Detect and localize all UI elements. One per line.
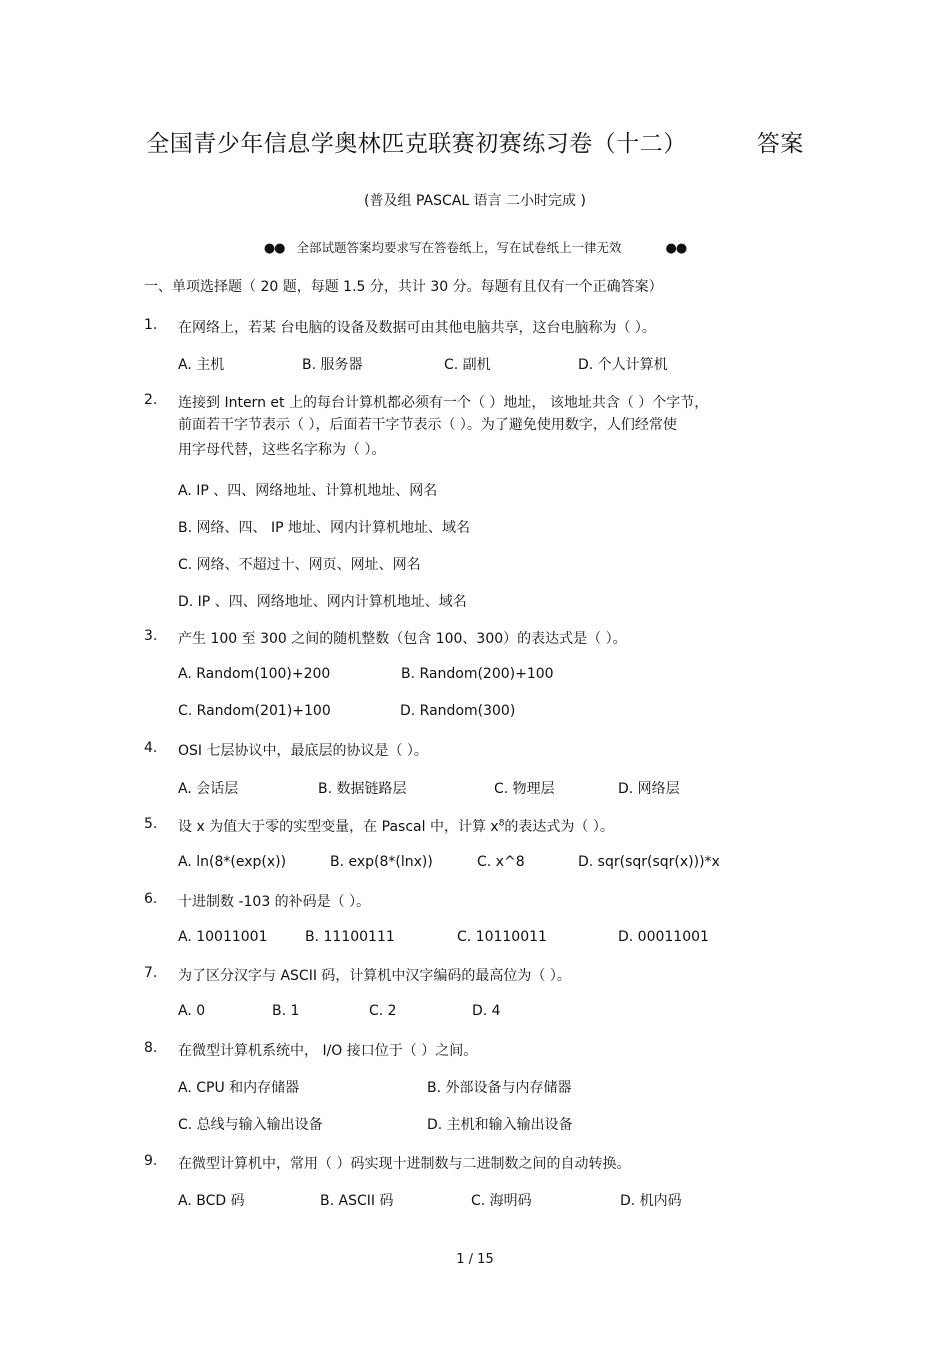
- question-number: 8.: [144, 1040, 158, 1056]
- question-number: 5.: [144, 816, 158, 832]
- question-text: OSI 七层协议中，最底层的协议是（ ）。: [178, 743, 428, 759]
- question-number: 4.: [144, 740, 158, 756]
- option: C. 副机: [444, 357, 491, 373]
- question-text: 在网络上，若某 台电脑的设备及数据可由其他电脑共享，这台电脑称为（ ）。: [178, 320, 656, 336]
- option: D. 4: [472, 1003, 501, 1019]
- option: D. 网络层: [618, 781, 680, 797]
- option: D. 主机和输入输出设备: [427, 1117, 573, 1133]
- option: A. 会话层: [178, 781, 239, 797]
- section-heading: 一、单项选择题（ 20 题，每题 1.5 分，共计 30 分。每题有且仅有一个正确答案）: [144, 279, 663, 295]
- option: C. Random(201)+100: [178, 703, 331, 719]
- option: A. ln(8*(exp(x)): [178, 854, 287, 870]
- option: A. 0: [178, 1003, 206, 1019]
- question-text: 为了区分汉字与 ASCII 码，计算机中汉字编码的最高位为（ ）。: [178, 968, 571, 984]
- option: B. 数据链路层: [318, 781, 407, 797]
- question-number: 3.: [144, 628, 158, 644]
- question-text: 前面若干字节表示（ ），后面若干字节表示（ ）。为了避免使用数字，人们经常使: [178, 417, 677, 433]
- question-text-part: 设 x 为值大于零的实型变量，在 Pascal 中，计算 x: [178, 819, 499, 835]
- question-number: 6.: [144, 891, 158, 907]
- option: A. 10011001: [178, 929, 268, 945]
- option: C. 10110011: [457, 929, 547, 945]
- question-text: 用字母代替，这些名字称为（ ）。: [178, 442, 386, 458]
- question-number: 2.: [144, 392, 158, 408]
- question-text: 在微型计算机系统中， I/O 接口位于（ ）之间。: [178, 1043, 478, 1059]
- option: A. 主机: [178, 357, 225, 373]
- option: D. sqr(sqr(sqr(x)))*x: [578, 854, 720, 870]
- question-text-part: 的表达式为（ ）。: [504, 819, 614, 835]
- option: B. 11100111: [305, 929, 395, 945]
- option: C. 海明码: [471, 1193, 532, 1209]
- option: B. 1: [272, 1003, 300, 1019]
- option: B. 外部设备与内存储器: [427, 1080, 572, 1096]
- option: A. BCD 码: [178, 1193, 245, 1209]
- question-text: 连接到 Intern et 上的每台计算机都必须有一个（ ）地址， 该地址共含（ ）个字节，: [178, 395, 709, 411]
- page-number: 1 / 15: [456, 1252, 494, 1267]
- question-number: 1.: [144, 317, 158, 333]
- option: A. IP 、四、网络地址、计算机地址、网名: [178, 483, 438, 499]
- notice-line: [0, 238, 950, 256]
- option: B. exp(8*(lnx)): [330, 854, 433, 870]
- title-suffix: 答案: [756, 131, 804, 157]
- option: B. 网络、四、 IP 地址、网内计算机地址、域名: [178, 520, 470, 536]
- option: D. 00011001: [618, 929, 709, 945]
- option: D. Random(300): [400, 703, 516, 719]
- option: C. 网络、不超过十、网页、网址、网名: [178, 557, 421, 573]
- option: B. 服务器: [302, 357, 363, 373]
- question-text: [178, 816, 614, 836]
- question-text: 十进制数 -103 的补码是（ ）。: [178, 894, 371, 910]
- notice-text: 全部试题答案均要求写在答卷纸上，写在试卷纸上一律无效: [296, 240, 622, 255]
- option: B. Random(200)+100: [401, 666, 554, 682]
- option: C. 2: [369, 1003, 397, 1019]
- option: D. IP 、四、网络地址、网内计算机地址、域名: [178, 594, 467, 610]
- option: A. Random(100)+200: [178, 666, 331, 682]
- option: D. 机内码: [620, 1193, 682, 1209]
- notice-dots-right: ●●: [665, 241, 687, 256]
- option: C. x^8: [477, 854, 525, 870]
- option: C. 总线与输入输出设备: [178, 1117, 323, 1133]
- question-text: 产生 100 至 300 之间的随机整数（包含 100、300）的表达式是（ ）。: [178, 631, 627, 647]
- option: A. CPU 和内存储器: [178, 1080, 300, 1096]
- question-text: 在微型计算机中，常用（ ）码实现十进制数与二进制数之间的自动转换。: [178, 1156, 631, 1172]
- option: B. ASCII 码: [320, 1193, 394, 1209]
- question-number: 7.: [144, 965, 158, 981]
- option: D. 个人计算机: [578, 357, 668, 373]
- superscript: 8: [498, 818, 505, 829]
- question-number: 9.: [144, 1153, 158, 1169]
- option: C. 物理层: [494, 781, 555, 797]
- page-subtitle: (普及组 PASCAL 语言 二小时完成 ): [364, 193, 586, 209]
- notice-dots-left: ●●: [263, 241, 285, 256]
- title-text: 全国青少年信息学奥林匹克联赛初赛练习卷（十二）: [146, 131, 687, 157]
- page-title: [0, 125, 950, 158]
